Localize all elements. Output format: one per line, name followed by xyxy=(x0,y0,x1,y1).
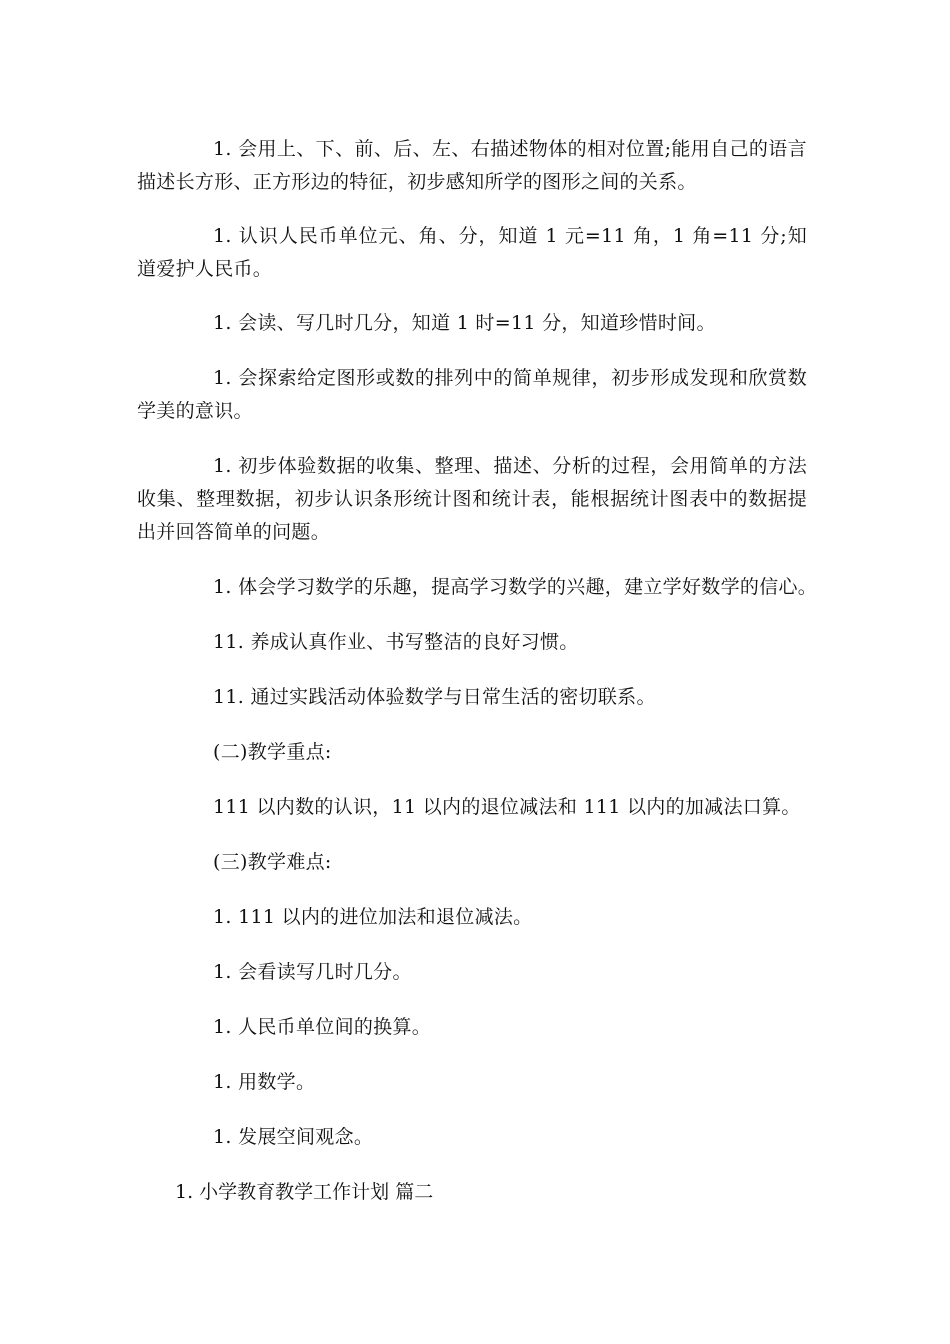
paragraph-goal-habits: 11. 养成认真作业、书写整洁的良好习惯。 xyxy=(213,631,579,653)
paragraph-teaching-focus: 111 以内数的认识，11 以内的退位减法和 111 以内的加减法口算。 xyxy=(213,796,801,818)
paragraph-difficulty-space: 1. 发展空间观念。 xyxy=(213,1126,374,1148)
paragraph-goal-practice: 11. 通过实践活动体验数学与日常生活的密切联系。 xyxy=(213,686,656,708)
paragraph-goal-statistics: 1. 初步体验数据的收集、整理、描述、分析的过程，会用简单的方法收集、整理数据，初步认识条形统计图和统计表，能根据统计图表中的数据提出并回答简单的问题。 xyxy=(137,455,807,543)
paragraph-goal-interest: 1. 体会学习数学的乐趣，提高学习数学的兴趣，建立学好数学的信心。 xyxy=(213,576,818,598)
paragraph-difficulty-math-use: 1. 用数学。 xyxy=(213,1071,316,1093)
paragraph-goal-position: 1. 会用上、下、前、后、左、右描述物体的相对位置;能用自己的语言描述长方形、正方形边的特征，初步感知所学的图形之间的关系。 xyxy=(137,138,807,193)
paragraph-difficulty-addition: 1. 111 以内的进位加法和退位减法。 xyxy=(213,906,533,928)
paragraph-goal-currency: 1. 认识人民币单位元、角、分，知道 1 元=11 角，1 角=11 分;知道爱护人民币。 xyxy=(137,225,807,280)
heading-teaching-difficulty: (三)教学难点: xyxy=(213,851,332,873)
paragraph-goal-patterns: 1. 会探索给定图形或数的排列中的简单规律，初步形成发现和欣赏数学美的意识。 xyxy=(137,367,807,422)
heading-teaching-focus: (二)教学重点: xyxy=(213,741,332,763)
section-heading: 1. 小学教育教学工作计划 篇二 xyxy=(175,1181,434,1203)
paragraph-difficulty-currency: 1. 人民币单位间的换算。 xyxy=(213,1016,432,1038)
paragraph-difficulty-clock: 1. 会看读写几时几分。 xyxy=(213,961,412,983)
paragraph-goal-time: 1. 会读、写几时几分，知道 1 时=11 分，知道珍惜时间。 xyxy=(213,312,716,334)
